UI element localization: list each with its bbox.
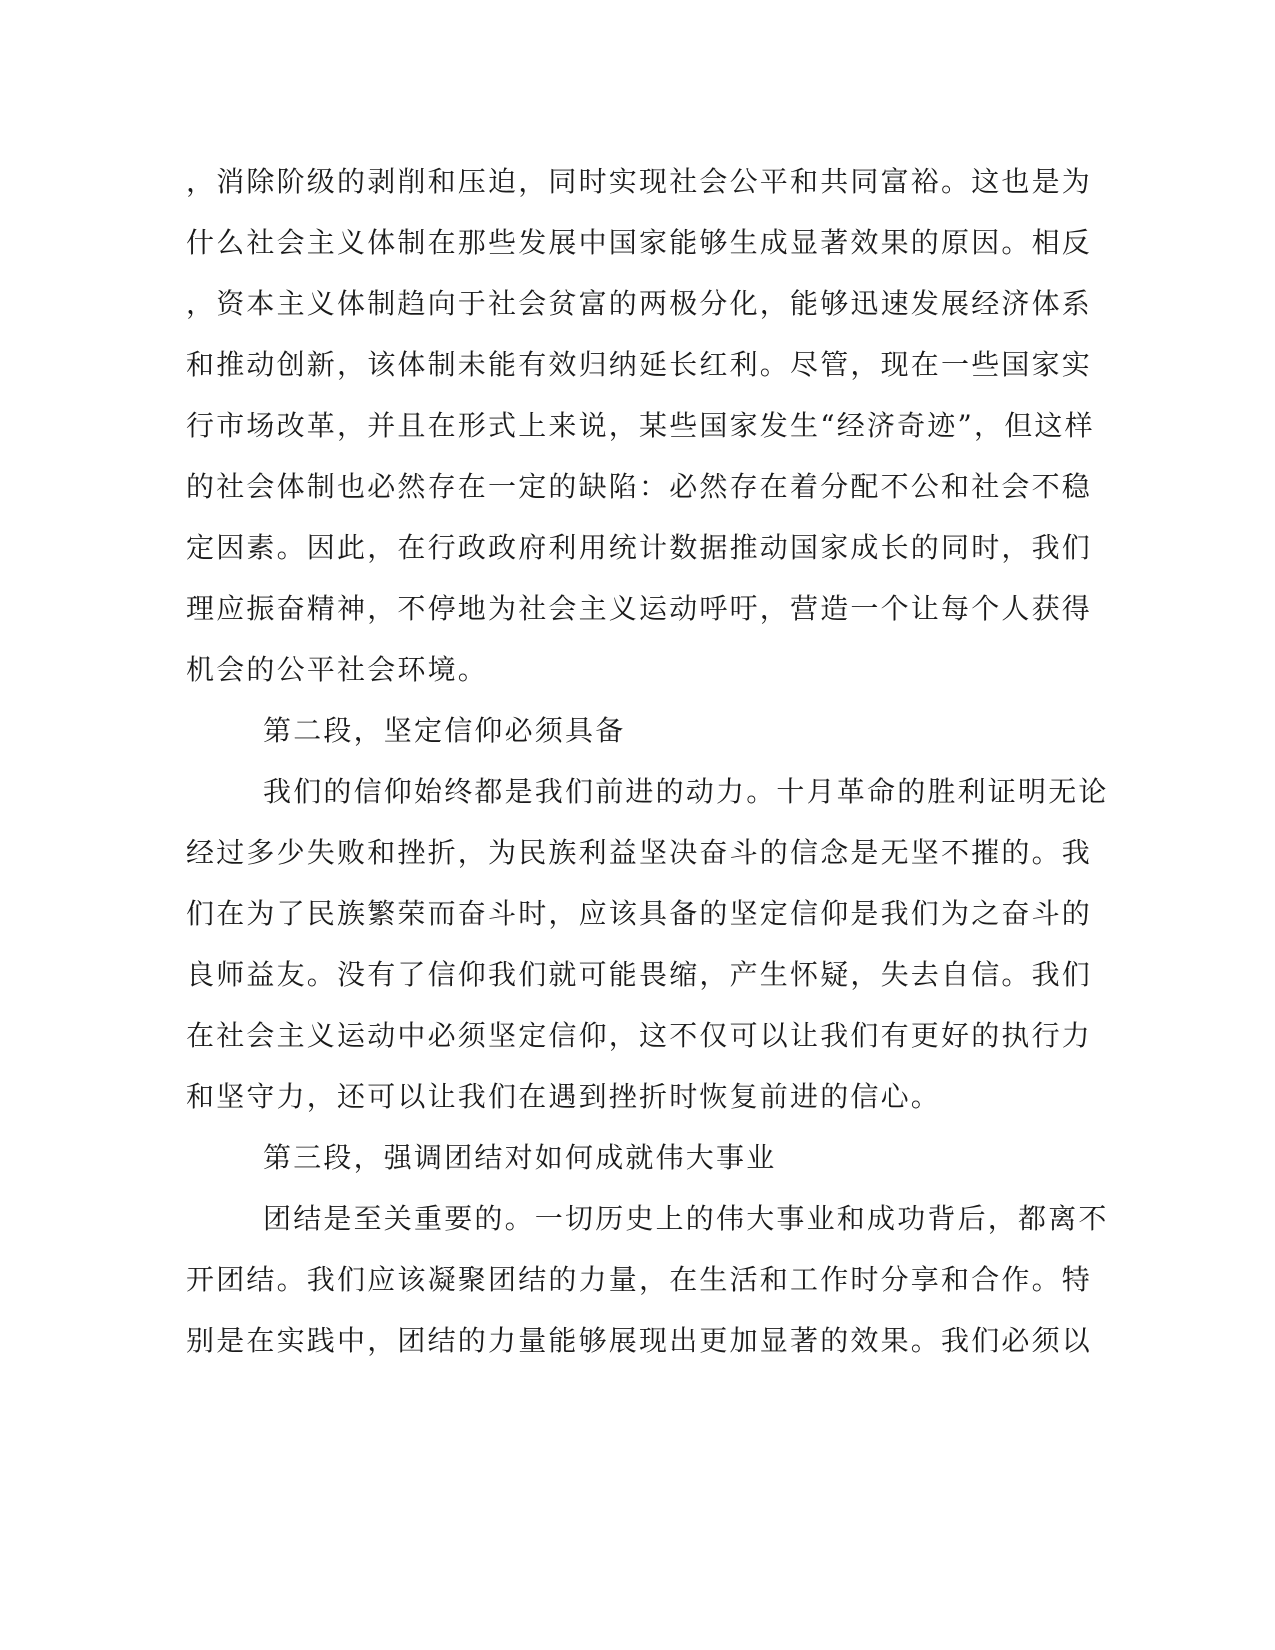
text-line: 和坚守力，还可以让我们在遇到挫折时恢复前进的信心。 xyxy=(186,1080,942,1113)
text-line: 机会的公平社会环境。 xyxy=(186,653,489,686)
section-heading: 第二段，坚定信仰必须具备 xyxy=(263,714,626,747)
text-line: 行市场改革，并且在形式上来说，某些国家发生“经济奇迹”，但这样 xyxy=(186,409,1095,442)
text-line: 定因素。因此，在行政政府利用统计数据推动国家成长的同时，我们 xyxy=(186,531,1093,564)
text-line: 什么社会主义体制在那些发展中国家能够生成显著效果的原因。相反 xyxy=(186,226,1093,259)
text-line: ，资本主义体制趋向于社会贫富的两极分化，能够迅速发展经济体系 xyxy=(186,287,1093,320)
text-line: 别是在实践中，团结的力量能够展现出更加显著的效果。我们必须以 xyxy=(186,1324,1093,1357)
text-line: 开团结。我们应该凝聚团结的力量，在生活和工作时分享和合作。特 xyxy=(186,1263,1093,1296)
text-line: ，消除阶级的剥削和压迫，同时实现社会公平和共同富裕。这也是为 xyxy=(186,165,1093,198)
text-line: 我们的信仰始终都是我们前进的动力。十月革命的胜利证明无论 xyxy=(263,775,1109,808)
text-line: 良师益友。没有了信仰我们就可能畏缩，产生怀疑，失去自信。我们 xyxy=(186,958,1093,991)
text-line: 团结是至关重要的。一切历史上的伟大事业和成功背后，都离不 xyxy=(263,1202,1109,1235)
section-heading: 第三段，强调团结对如何成就伟大事业 xyxy=(263,1141,777,1174)
text-line: 经过多少失败和挫折，为民族利益坚决奋斗的信念是无坚不摧的。我 xyxy=(186,836,1093,869)
text-line: 和推动创新，该体制未能有效归纳延长红利。尽管，现在一些国家实 xyxy=(186,348,1093,381)
text-line: 在社会主义运动中必须坚定信仰，这不仅可以让我们有更好的执行力 xyxy=(186,1019,1093,1052)
text-line: 的社会体制也必然存在一定的缺陷：必然存在着分配不公和社会不稳 xyxy=(186,470,1093,503)
text-line: 理应振奋精神，不停地为社会主义运动呼吁，营造一个让每个人获得 xyxy=(186,592,1093,625)
text-line: 们在为了民族繁荣而奋斗时，应该具备的坚定信仰是我们为之奋斗的 xyxy=(186,897,1093,930)
